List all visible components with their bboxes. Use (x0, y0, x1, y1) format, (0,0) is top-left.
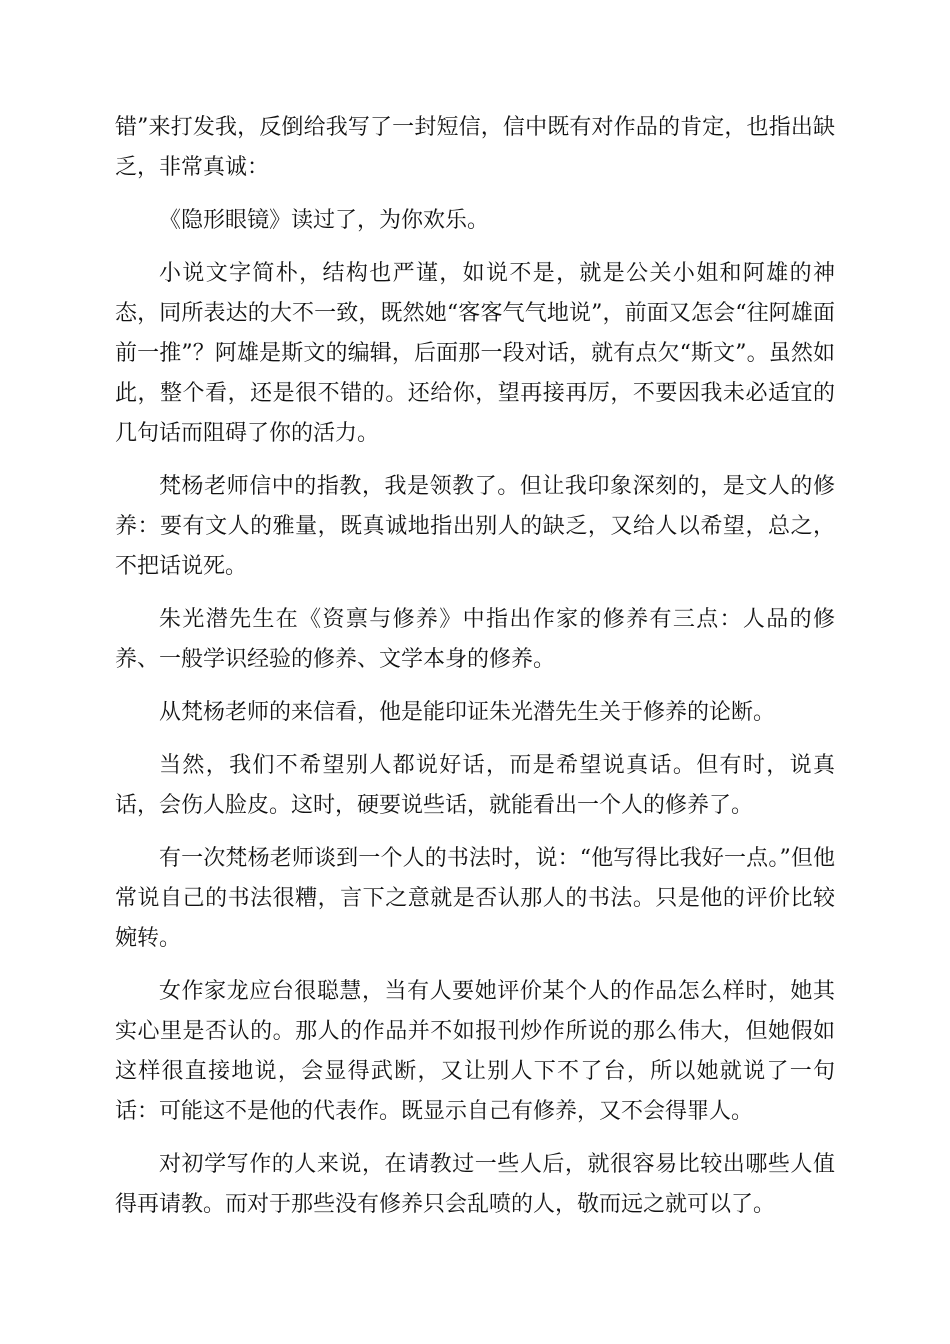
paragraph: 《隐形眼镜》读过了，为你欢乐。 (159, 208, 490, 233)
paragraph: 对初学写作的人来说，在请教过一些人后，就很容易比较出哪些人值得再请教。而对于那些没有修养只会乱喷的人，敬而远之就可以了。 (115, 1152, 835, 1217)
paragraph: 梵杨老师信中的指教，我是领教了。但让我印象深刻的，是文人的修养：要有文人的雅量，既真诚地指出别人的缺乏，又给人以希望，总之，不把话说死。 (115, 474, 835, 579)
paragraph: 从梵杨老师的来信看，他是能印证朱光潜先生关于修养的论断。 (159, 700, 776, 725)
document-body (115, 108, 835, 1238)
paragraph: 小说文字简朴，结构也严谨，如说不是，就是公关小姐和阿雄的神态，同所表达的大不一致，既然她“客客气气地说”，前面又怎会“往阿雄面前一推”？阿雄是斯文的编辑，后面那一段对话，就有点欠“斯文”。虽然如此，整个看，还是很不错的。还给你，望再接再厉，不要因我未必适宜的几句话而阻碍了你的活力。 (115, 261, 835, 446)
paragraph: 错”来打发我，反倒给我写了一封短信，信中既有对作品的肯定，也指出缺乏，非常真诚： (115, 115, 835, 180)
paragraph: 朱光潜先生在《资禀与修养》中指出作家的修养有三点：人品的修养、一般学识经验的修养、文学本身的修养。 (115, 607, 835, 672)
paragraph: 有一次梵杨老师谈到一个人的书法时，说：“他写得比我好一点。”但他常说自己的书法很糟，言下之意就是否认那人的书法。只是他的评价比较婉转。 (115, 846, 835, 951)
paragraph: 当然，我们不希望别人都说好话，而是希望说真话。但有时，说真话，会伤人脸皮。这时，硬要说些话，就能看出一个人的修养了。 (115, 753, 835, 818)
paragraph: 女作家龙应台很聪慧，当有人要她评价某个人的作品怎么样时，她其实心里是否认的。那人的作品并不如报刊炒作所说的那么伟大，但她假如这样很直接地说，会显得武断，又让别人下不了台，所以她就说了一句话：可能这不是他的代表作。既显示自己有修养，又不会得罪人。 (115, 979, 835, 1124)
